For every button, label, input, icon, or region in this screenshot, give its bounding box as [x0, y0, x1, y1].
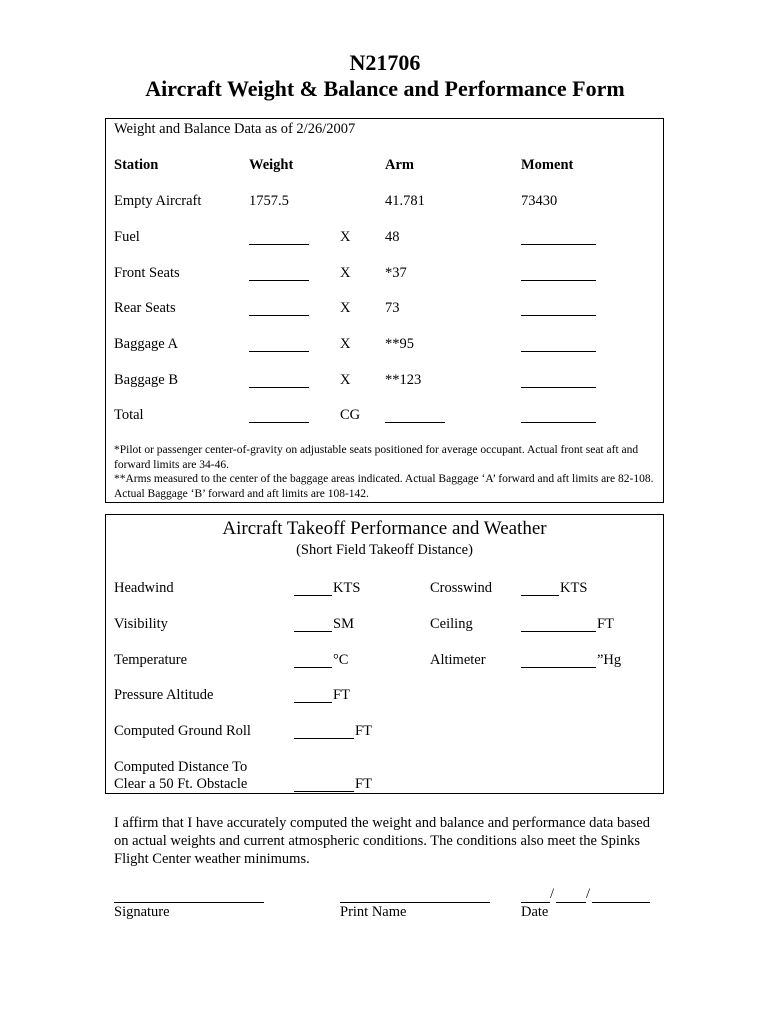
pressure-altitude-unit: FT [333, 687, 350, 703]
row-baggage-a-station: Baggage A [114, 336, 179, 352]
row-total-cg-label: CG [340, 407, 361, 423]
temperature-label: Temperature [114, 652, 188, 668]
row-total-station: Total [114, 407, 144, 423]
date-separator-1: / [550, 886, 555, 902]
col-weight-header: Weight [249, 157, 294, 173]
col-moment-header: Moment [521, 157, 574, 173]
obstacle-distance-field[interactable] [294, 791, 354, 792]
visibility-label: Visibility [114, 616, 168, 632]
data-date-label: Weight and Balance Data as of 2/26/2007 [114, 121, 356, 137]
ground-roll-unit: FT [355, 723, 372, 739]
note-baggage-arms: **Arms measured to the center of the baggage areas indicated. Actual Baggage ‘A’ forward and aft limits are 82-108. Actual Baggage ‘B’ forward and aft limits are 108-142. [114, 473, 654, 500]
ground-roll-label: Computed Ground Roll [114, 723, 251, 739]
tail-number: N21706 [349, 50, 421, 75]
print-name-label: Print Name [340, 904, 407, 920]
obstacle-label-line1: Computed Distance To [114, 759, 248, 775]
performance-subtitle: (Short Field Takeoff Distance) [296, 542, 473, 558]
crosswind-field[interactable] [521, 595, 559, 596]
row-empty-weight: 1757.5 [249, 193, 289, 209]
print-name-field[interactable] [340, 902, 490, 903]
date-separator-2: / [586, 886, 591, 902]
ceiling-field[interactable] [521, 631, 596, 632]
front-seats-moment-field[interactable] [521, 280, 596, 281]
row-baggage-a-op: X [340, 336, 351, 352]
front-seats-weight-field[interactable] [249, 280, 309, 281]
altimeter-unit: ”Hg [597, 652, 622, 668]
col-arm-header: Arm [385, 157, 414, 173]
date-label: Date [521, 904, 549, 920]
row-fuel-station: Fuel [114, 229, 140, 245]
total-moment-field[interactable] [521, 422, 596, 423]
row-front-seats-arm: *37 [385, 265, 407, 281]
row-fuel-arm: 48 [385, 229, 400, 245]
row-empty-station: Empty Aircraft [114, 193, 202, 209]
crosswind-label: Crosswind [430, 580, 493, 596]
baggage-b-moment-field[interactable] [521, 387, 596, 388]
pressure-altitude-label: Pressure Altitude [114, 687, 214, 703]
visibility-field[interactable] [294, 631, 332, 632]
performance-title: Aircraft Takeoff Performance and Weather [222, 518, 547, 539]
date-month-field[interactable] [521, 902, 550, 903]
baggage-a-weight-field[interactable] [249, 351, 309, 352]
baggage-b-weight-field[interactable] [249, 387, 309, 388]
note-pilot-seat-cg: *Pilot or passenger center-of-gravity on adjustable seats positioned for average occupant. Actual front seat aft and forward limits are 34-46. [114, 444, 639, 471]
row-baggage-b-station: Baggage B [114, 372, 179, 388]
headwind-label: Headwind [114, 580, 174, 596]
affirmation-text: I affirm that I have accurately computed the weight and balance and performance data based on actual weights and current atmospheric conditions. The conditions also meet the Spinks Flight Center weather minimums. [114, 815, 650, 867]
altimeter-label: Altimeter [430, 652, 486, 668]
row-baggage-b-op: X [340, 372, 351, 388]
date-day-field[interactable] [556, 902, 586, 903]
obstacle-unit: FT [355, 776, 372, 792]
rear-seats-moment-field[interactable] [521, 315, 596, 316]
row-baggage-b-arm: **123 [385, 372, 422, 388]
row-front-seats-op: X [340, 265, 351, 281]
row-rear-seats-station: Rear Seats [114, 300, 176, 316]
headwind-unit: KTS [333, 580, 361, 596]
crosswind-unit: KTS [560, 580, 588, 596]
signature-label: Signature [114, 904, 170, 920]
headwind-field[interactable] [294, 595, 332, 596]
date-year-field[interactable] [592, 902, 650, 903]
rear-seats-weight-field[interactable] [249, 315, 309, 316]
row-empty-arm: 41.781 [385, 193, 425, 209]
ceiling-unit: FT [597, 616, 614, 632]
temperature-field[interactable] [294, 667, 332, 668]
fuel-weight-field[interactable] [249, 244, 309, 245]
temperature-unit: °C [333, 652, 349, 668]
row-fuel-op: X [340, 229, 351, 245]
altimeter-field[interactable] [521, 667, 596, 668]
row-rear-seats-arm: 73 [385, 300, 400, 316]
row-empty-moment: 73430 [521, 193, 558, 209]
total-cg-field[interactable] [385, 422, 445, 423]
col-station-header: Station [114, 157, 159, 173]
baggage-a-moment-field[interactable] [521, 351, 596, 352]
obstacle-label-line2: Clear a 50 Ft. Obstacle [114, 776, 248, 792]
ground-roll-field[interactable] [294, 738, 354, 739]
row-front-seats-station: Front Seats [114, 265, 180, 281]
visibility-unit: SM [333, 616, 354, 632]
form-title: Aircraft Weight & Balance and Performance Form [145, 76, 625, 101]
row-rear-seats-op: X [340, 300, 351, 316]
total-weight-field[interactable] [249, 422, 309, 423]
ceiling-label: Ceiling [430, 616, 473, 632]
fuel-moment-field[interactable] [521, 244, 596, 245]
signature-field[interactable] [114, 902, 264, 903]
row-baggage-a-arm: **95 [385, 336, 414, 352]
pressure-altitude-field[interactable] [294, 702, 332, 703]
